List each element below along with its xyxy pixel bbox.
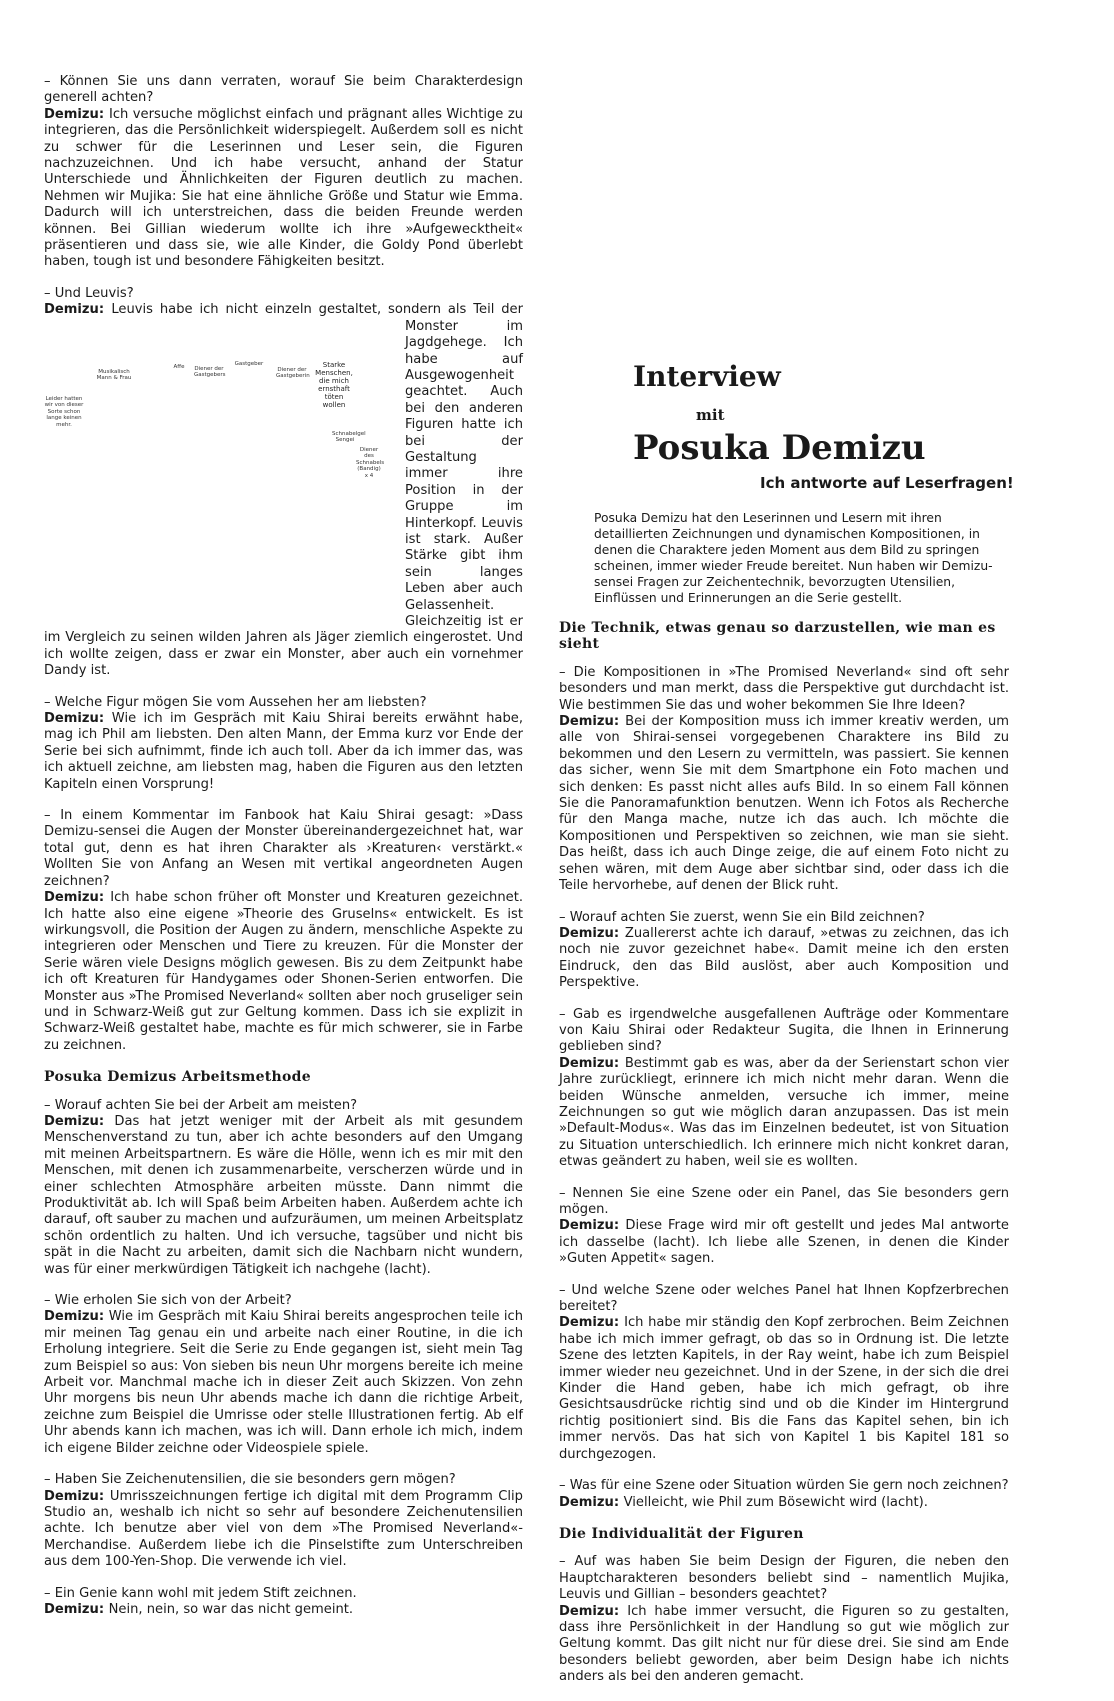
speaker-label: Demizu: bbox=[559, 1603, 628, 1619]
qa-block bbox=[44, 1586, 523, 1619]
answer: Umrisszeichnungen fertige ich digital mit dem Programm Clip Studio an, weshalb ich nicht so sehr auf besondere Zeichenutensilien achte. Ich benutze aber viel von dem »The Promised Neverland«-Merchandise. Außerdem liebe ich die Pinselstifte zum Unterschreiben aus dem 100-Yen-Shop. Die verwende ich viel. bbox=[44, 1488, 523, 1570]
qa-block bbox=[559, 910, 1009, 992]
qa-block bbox=[44, 695, 523, 793]
answer: Zuallererst achte ich darauf, »etwas zu zeichnen, das ich noch nie zuvor gezeichnet habe«. Damit meine ich den ersten Eindruck, den das Bild auslöst, aber auch Komposition und Perspektive. bbox=[559, 925, 1010, 991]
speaker-label: Demizu: bbox=[559, 1494, 624, 1510]
illustration-note: Musikalisch Mann & Frau bbox=[96, 368, 132, 382]
qa-block bbox=[44, 808, 523, 1054]
answer: Ich habe mir ständig den Kopf zerbrochen. Beim Zeichnen habe ich mich immer gefragt, ob das so in Ordnung ist. Die letzte Szene des letzten Kapitels, in der Ray weint, habe ich zum Beispiel immer wieder neu gezeichnet. Und in der Szene, in der sich die drei Kinder die Hand geben, habe ich mich gefragt, ob ihre Gesichtsausdrücke richtig sind und ob die Kinder im Hintergrund richtig positioniert sind. Bis die Fans das Kapitel sehen, bin ich immer nervös. Das hat sich von Kapitel 1 bis Kapitel 181 so durchgezogen. bbox=[559, 1315, 1009, 1462]
illustration-note: Leider hatten wir von dieser Sorte schon lange keinen mehr. bbox=[44, 395, 84, 428]
speaker-label: Demizu: bbox=[44, 890, 111, 906]
illustration-note: Gastgeber bbox=[234, 360, 264, 367]
answer: Wie ich im Gespräch mit Kaiu Shirai bereits erwähnt habe, mag ich Phil am liebsten. Den alten Mann, der Emma kurz vor Ende der Serie bei sich aufnimmt, finde ich auch toll. Aber da ich immer das, was ich aktuell zeichne, am liebsten mag, haben die Figuren aus den letzten Kapiteln einen Vorsprung! bbox=[44, 711, 523, 792]
intro-text: Posuka Demizu hat den Leserinnen und Lesern mit ihren detaillierten Zeichnungen und dynamischen Kompositionen, in denen die Charaktere jeden Moment aus dem Bild zu springen scheinen, immer wieder Freude bereitet. Nun haben wir Demizu-sensei Fragen zur Zeichentechnik, bevorzugten Utensilien, Einflüssen und Erinnerungen an die Serie gestellt. bbox=[594, 511, 993, 605]
title-subtitle: Ich antworte auf Leserfragen! bbox=[760, 474, 1014, 492]
title-name: Posuka Demizu bbox=[633, 428, 926, 468]
question: – Auf was haben Sie beim Design der Figuren, die neben den Hauptcharakteren besonders beliebt sind – namentlich Mujika, Leuvis und Gillian – besonders geachtet? bbox=[559, 1554, 1009, 1603]
illustration-note: Affe bbox=[173, 363, 185, 370]
section-heading: Die Technik, etwas genau so darzustellen, wie man es sieht bbox=[559, 620, 996, 653]
answer: Diese Frage wird mir oft gestellt und jedes Mal antworte ich dasselbe (lacht). Ich liebe alle Szenen, in denen die Kinder »Guten Appetit« sagen. bbox=[559, 1218, 1009, 1267]
answer: Bestimmt gab es was, aber da der Serienstart schon vier Jahre zurückliegt, erinnere ich mich nicht mehr daran. Wenn die beiden Wünsche anmelden, versuche ich immer, meine Zeichnungen so gut wie möglich daran anzupassen. Das ist mein »Default-Modus«. Was das im Einzelnen bedeutet, ist von Situation zu Situation unterschiedlich. Ich erinnere mich nicht konkret daran, etwas geändert zu haben, weil sie es wollten. bbox=[559, 1055, 1010, 1170]
question: – Welche Figur mögen Sie vom Aussehen her am liebsten? bbox=[44, 694, 427, 710]
illustration-note: Starke Menschen, die mich ernsthaft töten wollen bbox=[315, 360, 353, 409]
right-column bbox=[559, 620, 1009, 1701]
answer: Vielleicht, wie Phil zum Bösewicht wird (lacht). bbox=[623, 1494, 928, 1510]
answer: Wie im Gespräch mit Kaiu Shirai bereits angesprochen teile ich mir meinen Tag genau ein und arbeite nach einer Routine, in die ich Erholung integriere. Seit die Serie zu Ende gegangen ist, sieht mein Tag zum Beispiel so aus: Von sieben bis neun Uhr morgens bereite ich meine Arbeit vor. Manchmal mache ich in dieser Zeit auch Skizzen. Von zehn Uhr morgens bis neun Uhr abends mache ich dann die richtige Arbeit, zeichne zum Beispiel die Umrisse oder stelle Illustrationen fertig. Ab elf Uhr abends kann ich machen, was ich will. Dann erhole ich mich, indem ich eigene Bilder zeichne oder Videospiele spiele. bbox=[44, 1309, 523, 1456]
qa-block bbox=[559, 1554, 1009, 1685]
illustration-note: Schnabelgel Sengei bbox=[332, 430, 366, 444]
title-interview: Interview bbox=[633, 360, 781, 393]
question: – Nennen Sie eine Szene oder ein Panel, das Sie besonders gern mögen. bbox=[559, 1185, 1009, 1217]
illustration-note: Diener der Gastgeberin bbox=[276, 366, 310, 380]
question: – In einem Kommentar im Fanbook hat Kaiu Shirai gesagt: »Dass Demizu-sensei die Augen der Monster übereinandergezeichnet hat, war total gut, denn es hat ihren Charakter als ›Kreaturen‹ verstärkt.« Wollten Sie von Anfang an Wesen mit vertikal angeordneten Augen zeichnen? bbox=[44, 808, 523, 889]
speaker-label: Demizu: bbox=[44, 1309, 109, 1325]
speaker-label: Demizu: bbox=[559, 714, 626, 730]
speaker-label: Demizu: bbox=[44, 106, 109, 122]
answer: Ich versuche möglichst einfach und prägnant alles Wichtige zu integrieren, das die Persönlichkeit widerspiegelt. Außerdem soll es nicht zu schwer für die Leserinnen und Leser sein, die Figuren nachzuzeichnen. Und ich habe versucht, anhand der Statur Unterschiede und Ähnlichkeiten der Figuren deutlich zu machen. Nehmen wir Mujika: Sie hat eine ähnliche Größe und Statur wie Emma. Dadurch will ich unterstreichen, dass die beiden Freunde werden können. Bei Gillian wiederum wollte ich ihre »Aufgewecktheit« präsentieren und dass sie, wie alle Kinder, die Goldy Pond überlebt haben, tough ist und besondere Fähigkeiten besitzt. bbox=[44, 106, 523, 270]
question: – Worauf achten Sie bei der Arbeit am meisten? bbox=[44, 1097, 358, 1113]
question: – Gab es irgendwelche ausgefallenen Aufträge oder Kommentare von Kaiu Shirai oder Redakteur Sugita, die Ihnen in Erinnerung geblieben sind? bbox=[559, 1006, 1009, 1055]
speaker-label: Demizu: bbox=[44, 302, 112, 318]
section-heading: Posuka Demizus Arbeitsmethode bbox=[44, 1069, 311, 1086]
question: – Die Kompositionen in »The Promised Neverland« sind oft sehr besonders und man merkt, dass die Perspektive gut durchdacht ist. Wie bestimmen Sie das und woher bekommen Sie Ihre Ideen? bbox=[559, 664, 1009, 713]
answer: im Jagdgehege. Ich habe auf Ausgewogenheit geachtet. Auch bei den anderen Figuren hatte ich bei der Gestaltung immer ihre Position in der Gruppe im Hinterkopf. Leuvis ist stark. Außer Stärke gibt ihm sein langes Leben aber auch Gelassenheit. Gleichzeitig ist er im Vergleich zu seinen wilden Jahren als Jäger ziemlich eingerostet. Und ich wollte zeigen, dass er zwar ein Monster, aber auch ein vornehmer Dandy ist. bbox=[44, 318, 523, 679]
question: – Und welche Szene oder welches Panel hat Ihnen Kopfzerbrechen bereitet? bbox=[559, 1282, 1009, 1315]
qa-block bbox=[559, 1007, 1009, 1171]
qa-block bbox=[44, 1098, 523, 1278]
illustration-note: Diener des Schnabels (Bandig) x 4 bbox=[356, 446, 385, 479]
speaker-label: Demizu: bbox=[44, 1488, 110, 1504]
left-column bbox=[44, 74, 523, 1633]
answer: Nein, nein, so war das nicht gemeint. bbox=[108, 1601, 354, 1617]
illustration-note: Diener der Gastgebers bbox=[194, 365, 226, 379]
question: – Wie erholen Sie sich von der Arbeit? bbox=[44, 1293, 292, 1309]
question: – Was für eine Szene oder Situation würden Sie gern noch zeichnen? bbox=[559, 1478, 1009, 1494]
speaker-label: Demizu: bbox=[559, 1315, 625, 1331]
qa-block bbox=[44, 1293, 523, 1457]
question: – Können Sie uns dann verraten, worauf Sie beim Charakterdesign generell achten? bbox=[44, 74, 523, 106]
question: – Haben Sie Zeichenutensilien, die sie besonders gern mögen? bbox=[44, 1472, 456, 1488]
monster-illustration bbox=[44, 319, 399, 619]
qa-block bbox=[44, 1472, 523, 1570]
speaker-label: Demizu: bbox=[559, 925, 625, 941]
answer: Leuvis habe ich nicht einzeln gestaltet, sondern als Teil der Monster bbox=[111, 302, 523, 334]
answer: Bei der Komposition muss ich immer kreativ werden, um alle von Shirai-sensei vorgegebenen Charaktere ins Bild zu bekommen und den Lesern zu vermitteln, was passiert. Sie kennen das sicher, wenn Sie mit dem Smartphone ein Foto machen und sich denken: Es passt nicht alles aufs Bild. In so einem Fall können Sie die Panoramafunktion benutzen. Wenn ich Fotos als Recherche für den Manga mache, nutze ich das auch. Ich möchte die Kompositionen und Perspektiven so zeichnen, wie man sie sieht. Das heißt, dass ich auch Dinge zeige, die auf einem Foto nicht zu sehen wären, mit dem Auge aber sichtbar sind, oder dass ich die Teile hervorhebe, auf denen der Blick ruht. bbox=[559, 714, 1009, 894]
qa-block bbox=[559, 665, 1009, 895]
question: – Und Leuvis? bbox=[44, 285, 134, 301]
answer: Ich habe immer versucht, die Figuren so zu gestalten, dass ihre Persönlichkeit in der Handlung so gut wie möglich zur Geltung kommt. Das gilt nicht nur für diese drei. Sie sind am Ende besonders beliebt geworden, aber beim Design habe ich nichts anders als bei den anderen gemacht. bbox=[559, 1603, 1009, 1685]
speaker-label: Demizu: bbox=[559, 1218, 626, 1234]
qa-block bbox=[559, 1186, 1009, 1268]
speaker-label: Demizu: bbox=[44, 1601, 109, 1617]
question: – Worauf achten Sie zuerst, wenn Sie ein Bild zeichnen? bbox=[559, 909, 925, 925]
qa-block bbox=[44, 74, 523, 271]
speaker-label: Demizu: bbox=[44, 1113, 115, 1129]
qa-block bbox=[559, 1478, 1009, 1511]
qa-block bbox=[559, 1283, 1009, 1463]
section-heading: Die Individualität der Figuren bbox=[559, 1525, 804, 1542]
title-mit: mit bbox=[696, 406, 725, 424]
answer: Ich habe schon früher oft Monster und Kreaturen gezeichnet. Ich hatte also eine eigene »Theorie des Gruselns« entwickelt. Es ist wirkungsvoll, die Position der Augen zu ändern, menschliche Aspekte zu integrieren oder Menschen und Tiere zu kreuzen. Für die Monster der Serie wären viele Designs möglich gewesen. Bis zu dem Zeitpunkt habe ich oft Kreaturen für Handygames oder Shonen-Serien entworfen. Die Monster aus »The Promised Neverland« sollten aber noch gruseliger sein und in Schwarz-Weiß gut zur Geltung kommen. Dass ich sie explizit in Schwarz-Weiß gestaltet habe, machte es für mich schwerer, sie in Farbe zu zeichnen. bbox=[44, 890, 523, 1053]
speaker-label: Demizu: bbox=[559, 1055, 625, 1071]
qa-block bbox=[44, 286, 523, 680]
answer: Das hat jetzt weniger mit der Arbeit als mit gesundem Menschenverstand zu tun, aber ich achte besonders auf den Umgang mit meinen Arbeitspartnern. Es wäre die Hölle, wenn ich es mir mit den Menschen, mit denen ich zusammenarbeite, verscherzen würde und in einer schlechten Atmosphäre arbeiten müsste. Dann nimmt die Produktivität ab. Ich will Spaß beim Arbeiten haben. Außerdem achte ich darauf, oft sauber zu machen und aufzuräumen, um meinen Arbeitsplatz schön ordentlich zu halten. Und ich versuche, tagsüber und nicht bis spät in die Nacht zu arbeiten, damit sich die Nachbarn nicht wundern, was für einer merkwürdigen Tätigkeit ich nachgehe (lacht). bbox=[44, 1113, 523, 1277]
question: – Ein Genie kann wohl mit jedem Stift zeichnen. bbox=[44, 1585, 357, 1601]
speaker-label: Demizu: bbox=[44, 711, 112, 727]
